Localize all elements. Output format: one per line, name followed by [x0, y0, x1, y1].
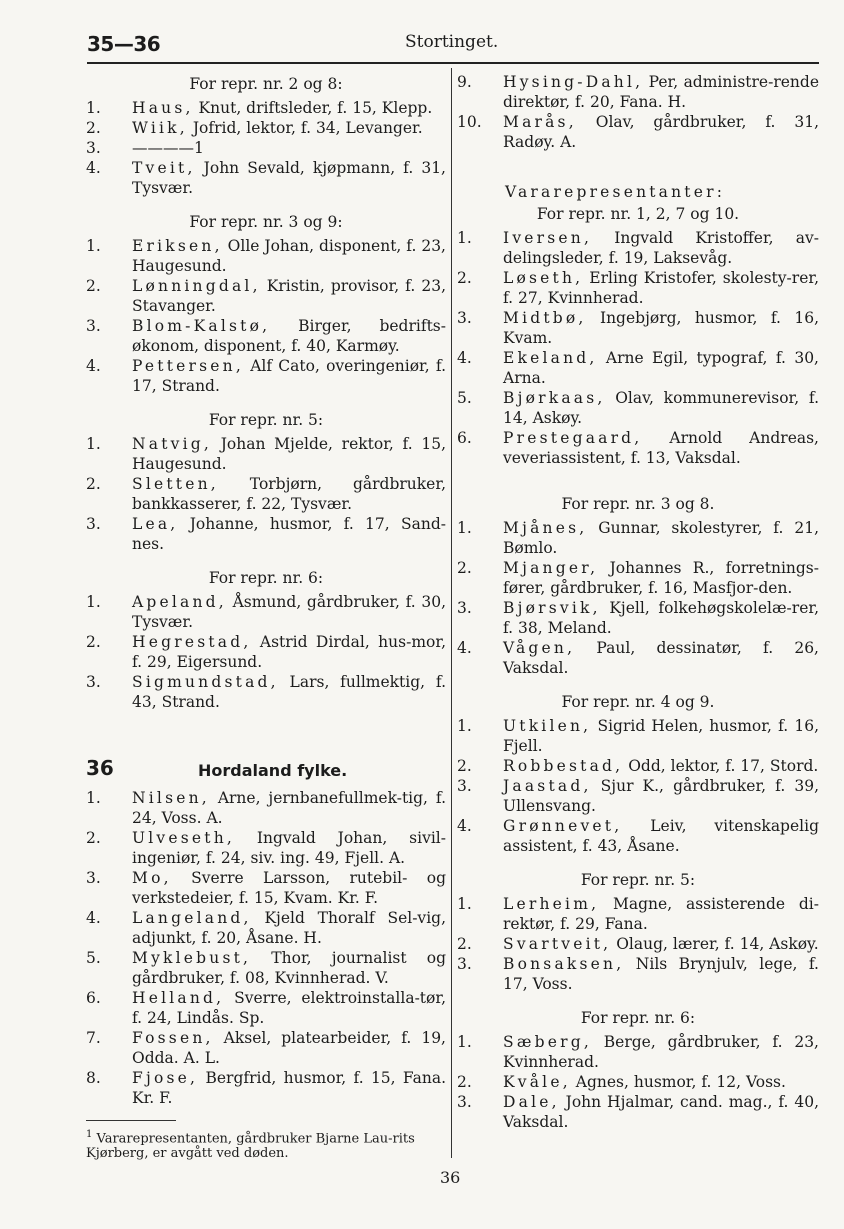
entry-details: Bergfrid, husmor, f. 15, Fana. Kr. F. [132, 1069, 446, 1107]
list-entry [457, 934, 819, 954]
entry-details: Aksel, platearbeider, f. 19, Odda. A. L. [132, 1029, 446, 1067]
group-heading: For repr. nr. 6: [580, 1009, 696, 1027]
entry-number: 4. [86, 909, 101, 927]
entry-number: 9. [457, 73, 472, 91]
list-entry [86, 138, 446, 158]
entry-details: Paul, dessinatør, f. 26, Vaksdal. [503, 639, 819, 677]
page-range: 35—36 [87, 32, 161, 56]
entry-number: 1. [457, 895, 472, 913]
entry-number: 5. [86, 949, 101, 967]
entry-details: ————1 [132, 139, 204, 157]
entry-details: Sverre Larsson, rutebil- og verkstedeier, f. 15, Kvam. Kr. F. [132, 869, 446, 907]
list-entry [86, 1028, 446, 1068]
list-entry [457, 598, 819, 638]
group-heading: For repr. nr. 5: [208, 411, 324, 429]
group-heading: For repr. nr. 3 og 9: [189, 213, 343, 231]
list-entry [457, 716, 819, 756]
entry-details: Birger, bedrifts-økonom, disponent, f. 40, Karmøy. [132, 317, 446, 355]
page-number: 36 [440, 1168, 461, 1187]
entry-details: John Hjalmar, cand. mag., f. 40, Vaksdal. [503, 1093, 819, 1131]
footnote-text: Vararepresentanten, gårdbruker Bjarne Lau-rits Kjørberg, er avgått ved døden. [86, 1131, 415, 1162]
entry-list [457, 1032, 819, 1132]
entry-number: 4. [457, 639, 472, 657]
list-entry [86, 316, 446, 356]
footnote-rule [86, 1120, 176, 1121]
entry-list [86, 98, 446, 198]
entry-details: Kjeld Thoralf Sel-vig, adjunkt, f. 20, Åsane. H. [132, 909, 446, 947]
entry-details: Kjell, folkehøgskolelæ-rer, f. 38, Meland. [503, 599, 819, 637]
entry-number: 3. [457, 599, 472, 617]
entry-surname: Løseth, [503, 269, 584, 287]
list-entry [457, 72, 819, 112]
entry-list [457, 228, 819, 468]
entry-list [457, 72, 819, 152]
county-heading [86, 758, 446, 788]
entry-details: Lars, fullmektig, f. 43, Strand. [132, 673, 446, 711]
list-entry [457, 1072, 819, 1092]
entry-surname: Jaastad, [503, 777, 592, 795]
entry-number: 4. [457, 817, 472, 835]
list-entry [457, 112, 819, 152]
entry-details: Johannes R., forretnings-fører, gårdbruker, f. 16, Masfjor-den. [503, 559, 819, 597]
list-entry [86, 474, 446, 514]
list-entry [86, 276, 446, 316]
column-divider [451, 68, 452, 1158]
county-number: 36 [86, 756, 114, 780]
list-entry [86, 788, 446, 828]
entry-details: Alf Cato, overingeniør, f. 17, Strand. [132, 357, 446, 395]
entry-number: 1. [86, 435, 101, 453]
entry-details: Agnes, husmor, f. 12, Voss. [570, 1073, 786, 1091]
entry-surname: Langeland, [132, 909, 252, 927]
header-rule [87, 62, 819, 64]
entry-surname: Bonsaksen, [503, 955, 625, 973]
entry-details: Gunnar, skolestyrer, f. 21, Bømlo. [503, 519, 819, 557]
list-entry [86, 948, 446, 988]
entry-number: 3. [457, 1093, 472, 1111]
entry-surname: Blom-Kalstø, [132, 317, 271, 335]
entry-number: 5. [457, 389, 472, 407]
entry-details: Arne, jernbanefullmek-tig, f. 24, Voss. A. [132, 789, 446, 827]
entry-list [457, 716, 819, 856]
entry-surname: Eriksen, [132, 237, 223, 255]
entry-surname: Fjose, [132, 1069, 199, 1087]
entry-details: Knut, driftsleder, f. 15, Klepp. [193, 99, 433, 117]
entry-details: Arnold Andreas, veveriassistent, f. 13, Vaksdal. [503, 429, 819, 467]
entry-number: 1. [457, 1033, 472, 1051]
entry-surname: Nilsen, [132, 789, 210, 807]
entry-surname: Bjørkaas, [503, 389, 606, 407]
list-entry [457, 816, 819, 856]
entry-number: 2. [457, 757, 472, 775]
entry-surname: Svartveit, [503, 935, 612, 953]
list-entry [86, 514, 446, 554]
entry-list [86, 434, 446, 554]
entry-details: Leiv, vitenskapelig assistent, f. 43, Åsane. [503, 817, 819, 855]
entry-surname: Sigmundstad, [132, 673, 279, 691]
entry-details: John Sevald, kjøpmann, f. 31, Tysvær. [132, 159, 446, 197]
entry-number: 1. [86, 237, 101, 255]
entry-surname: Lønningdal, [132, 277, 261, 295]
entry-list [86, 592, 446, 712]
entry-number: 3. [86, 139, 101, 157]
list-entry [457, 308, 819, 348]
list-entry [86, 988, 446, 1028]
entry-details: Odd, lektor, f. 17, Stord. [623, 757, 819, 775]
page-header [87, 30, 819, 62]
entry-details: Olaug, lærer, f. 14, Askøy. [611, 935, 819, 953]
entry-list [86, 788, 446, 1108]
entry-surname: Ulveseth, [132, 829, 236, 847]
entry-details: Erling Kristofer, skolesty-rer, f. 27, Kvinnherad. [503, 269, 819, 307]
entry-number: 2. [86, 475, 101, 493]
entry-number: 2. [86, 119, 101, 137]
list-entry [86, 434, 446, 474]
list-entry [86, 1068, 446, 1108]
entry-details: Jofrid, lektor, f. 34, Levanger. [187, 119, 423, 137]
entry-number: 2. [457, 559, 472, 577]
entry-surname: Robbestad, [503, 757, 624, 775]
entry-details: Per, administre-rende direktør, f. 20, Fana. H. [503, 73, 819, 111]
group-heading: For repr. nr. 1, 2, 7 og 10. [536, 205, 740, 223]
entry-surname: Iversen, [503, 229, 593, 247]
entry-details: Olle Johan, disponent, f. 23, Haugesund. [132, 237, 446, 275]
entry-surname: Grønnevet, [503, 817, 623, 835]
entry-surname: Haus, [132, 99, 194, 117]
entry-details: Arne Egil, typograf, f. 30, Arna. [503, 349, 819, 387]
entry-surname: Helland, [132, 989, 225, 1007]
entry-details: Berge, gårdbruker, f. 23, Kvinnherad. [503, 1033, 819, 1071]
list-entry [86, 592, 446, 632]
entry-surname: Mjånes, [503, 519, 588, 537]
list-entry [86, 632, 446, 672]
entry-surname: Fossen, [132, 1029, 214, 1047]
list-entry [457, 348, 819, 388]
entry-number: 7. [86, 1029, 101, 1047]
entry-number: 1. [86, 789, 101, 807]
entry-surname: Hysing-Dahl, [503, 73, 644, 91]
footnote-mark: 1 [86, 1129, 93, 1140]
entry-number: 4. [457, 349, 472, 367]
entry-number: 3. [457, 777, 472, 795]
entry-number: 2. [86, 277, 101, 295]
group-heading: For repr. nr. 5: [580, 871, 696, 889]
entry-details: Thor, journalist og gårdbruker, f. 08, Kvinnherad. V. [132, 949, 446, 987]
entry-number: 4. [86, 159, 101, 177]
entry-surname: Pettersen, [132, 357, 244, 375]
entry-number: 4. [86, 357, 101, 375]
list-entry [86, 868, 446, 908]
entry-number: 3. [86, 515, 101, 533]
group-heading: For repr. nr. 2 og 8: [189, 75, 343, 93]
entry-number: 3. [457, 309, 472, 327]
entry-surname: Kvåle, [503, 1073, 571, 1091]
list-entry [457, 518, 819, 558]
entry-number: 3. [86, 673, 101, 691]
vara-heading: Vararepresentanter: [505, 183, 726, 201]
list-entry [86, 118, 446, 138]
entry-number: 3. [86, 869, 101, 887]
entry-details: Olav, gårdbruker, f. 31, Radøy. A. [503, 113, 819, 151]
entry-number: 3. [86, 317, 101, 335]
list-entry [86, 672, 446, 712]
entry-surname: Prestegaard, [503, 429, 643, 447]
right-column [457, 68, 819, 1132]
entry-surname: Myklebust, [132, 949, 252, 967]
entry-number: 10. [457, 113, 482, 131]
entry-surname: Tveit, [132, 159, 196, 177]
entry-details: Torbjørn, gårdbruker, bankkasserer, f. 22, Tysvær. [132, 475, 446, 513]
entry-number: 2. [457, 935, 472, 953]
entry-surname: Midtbø, [503, 309, 587, 327]
entry-details: Ingvald Kristoffer, av-delingsleder, f. 19, Laksevåg. [503, 229, 819, 267]
entry-number: 1. [457, 717, 472, 735]
entry-list [457, 518, 819, 678]
left-column [86, 68, 446, 1161]
entry-number: 1. [457, 519, 472, 537]
entry-details: Kristin, provisor, f. 23, Stavanger. [132, 277, 446, 315]
entry-number: 2. [86, 829, 101, 847]
entry-surname: Natvig, [132, 435, 212, 453]
list-entry [457, 558, 819, 598]
entry-number: 3. [457, 955, 472, 973]
entry-surname: Mjanger, [503, 559, 599, 577]
entry-surname: Apeland, [132, 593, 227, 611]
entry-surname: Dale, [503, 1093, 560, 1111]
list-entry [86, 98, 446, 118]
entry-number: 6. [86, 989, 101, 1007]
list-entry [86, 356, 446, 396]
entry-surname: Mo, [132, 869, 172, 887]
entry-surname: Lea, [132, 515, 179, 533]
entry-number: 1. [86, 99, 101, 117]
list-entry [457, 1092, 819, 1132]
list-entry [86, 236, 446, 276]
entry-number: 2. [457, 1073, 472, 1091]
entry-details: Johanne, husmor, f. 17, Sand-nes. [132, 515, 446, 553]
entry-surname: Bjørsvik, [503, 599, 601, 617]
entry-details: Johan Mjelde, rektor, f. 15, Haugesund. [132, 435, 446, 473]
entry-surname: Hegrestad, [132, 633, 252, 651]
running-title: Stortinget. [405, 32, 499, 52]
list-entry [86, 908, 446, 948]
entry-details: Ingvald Johan, sivil-ingeniør, f. 24, siv. ing. 49, Fjell. A. [132, 829, 446, 867]
list-entry [457, 954, 819, 994]
entry-details: Åsmund, gårdbruker, f. 30, Tysvær. [132, 593, 446, 631]
entry-surname: Marås, [503, 113, 577, 131]
list-entry [457, 776, 819, 816]
list-entry [457, 268, 819, 308]
list-entry [457, 638, 819, 678]
list-entry [457, 894, 819, 934]
list-entry [86, 828, 446, 868]
list-entry [457, 756, 819, 776]
group-heading: For repr. nr. 6: [208, 569, 324, 587]
entry-number: 1. [457, 229, 472, 247]
entry-details: Sjur K., gårdbruker, f. 39, Ullensvang. [503, 777, 819, 815]
list-entry [457, 428, 819, 468]
entry-details: Astrid Dirdal, hus-mor, f. 29, Eigersund. [132, 633, 446, 671]
entry-surname: Sæberg, [503, 1033, 592, 1051]
entry-number: 6. [457, 429, 472, 447]
entry-surname: Utkilen, [503, 717, 592, 735]
entry-number: 2. [86, 633, 101, 651]
entry-number: 8. [86, 1069, 101, 1087]
footnote [86, 1127, 446, 1161]
entry-surname: Lerheim, [503, 895, 600, 913]
entry-details: Sigrid Helen, husmor, f. 16, Fjell. [503, 717, 819, 755]
entry-details: Magne, assisterende di-rektør, f. 29, Fana. [503, 895, 819, 933]
entry-details: Ingebjørg, husmor, f. 16, Kvam. [503, 309, 819, 347]
entry-list [457, 894, 819, 994]
entry-surname: Vågen, [503, 639, 576, 657]
entry-number: 2. [457, 269, 472, 287]
list-entry [457, 1032, 819, 1072]
entry-number: 1. [86, 593, 101, 611]
entry-surname: Sletten, [132, 475, 219, 493]
entry-list [86, 236, 446, 396]
entry-surname: Ekeland, [503, 349, 598, 367]
entry-details: Sverre, elektroinstalla-tør, f. 24, Lindås. Sp. [132, 989, 446, 1027]
list-entry [457, 388, 819, 428]
entry-details: Olav, kommunerevisor, f. 14, Askøy. [503, 389, 819, 427]
group-heading: For repr. nr. 3 og 8. [561, 495, 715, 513]
list-entry [86, 158, 446, 198]
entry-details: Nils Brynjulv, lege, f. 17, Voss. [503, 955, 819, 993]
list-entry [457, 228, 819, 268]
entry-surname: Wiik, [132, 119, 188, 137]
county-name: Hordaland fylke. [198, 761, 348, 780]
group-heading: For repr. nr. 4 og 9. [561, 693, 715, 711]
